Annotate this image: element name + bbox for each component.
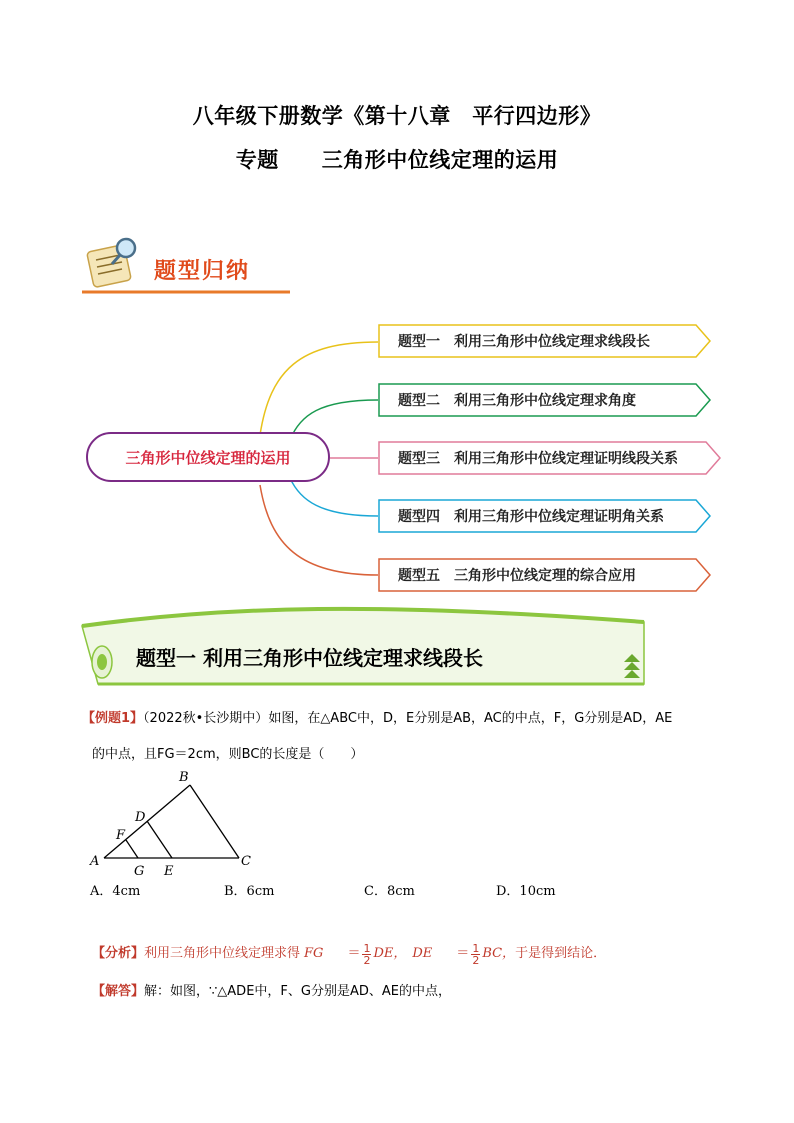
analysis-line xyxy=(92,936,606,972)
page-subtitle: 专题 三角形中位线定理的运用 xyxy=(235,148,559,172)
fraction-half-2: $\frac{1}{2}$ xyxy=(472,941,480,967)
option-a: A．4cm xyxy=(90,884,141,899)
example-text-1: 如图，在△ABC中，D，E分别是AB，AC的中点，F，G分别是AD，AE xyxy=(268,711,673,726)
mindmap-center: 三角形中位线定理的运用 xyxy=(86,432,330,482)
analysis-fg: FG xyxy=(304,946,324,961)
label-g: G xyxy=(134,864,145,879)
example-source: （2022秋•长沙期中） xyxy=(143,711,269,726)
analysis-eq-1: ＝ xyxy=(347,946,361,961)
mindmap-branch-5: 题型五 三角形中位线定理的综合应用 xyxy=(378,558,712,592)
triangle-figure xyxy=(86,765,266,880)
section-banner-label: 题型归纳 xyxy=(154,259,251,284)
type-header-banner xyxy=(78,604,650,692)
example-line-1 xyxy=(82,709,672,729)
label-b: B xyxy=(179,770,189,785)
label-f: F xyxy=(116,828,126,843)
option-c: C．8cm xyxy=(364,884,415,899)
analysis-de: DE， xyxy=(373,946,407,961)
analysis-tag: 【分析】 xyxy=(92,946,145,961)
label-e: E xyxy=(164,864,174,879)
analysis-tail: 于是得到结论． xyxy=(515,946,607,961)
analysis-eq-2: ＝ xyxy=(456,946,470,961)
answer-text: 解：如图，∵△ADE中，F、G分别是AD、AE的中点， xyxy=(144,984,451,999)
mindmap-branch-4: 题型四 利用三角形中位线定理证明角关系 xyxy=(378,499,712,533)
label-c: C xyxy=(241,854,251,869)
type-header-label: 题型一 利用三角形中位线定理求线段长 xyxy=(136,646,483,670)
option-d: D．10cm xyxy=(496,884,556,899)
fraction-half-1: $\frac{1}{2}$ xyxy=(363,941,371,967)
example-tag: 【例题1】 xyxy=(82,711,144,726)
example-text-2: 的中点，且FG＝2cm，则BC的长度是（ ） xyxy=(92,747,364,762)
mindmap-branch-2: 题型二 利用三角形中位线定理求角度 xyxy=(378,383,712,417)
mindmap-branch-3: 题型三 利用三角形中位线定理证明线段关系 xyxy=(378,441,722,475)
page-title: 八年级下册数学《第十八章 平行四边形》 xyxy=(192,104,602,128)
section-banner xyxy=(82,234,292,296)
analysis-de-2: DE xyxy=(412,946,433,961)
label-d: D xyxy=(135,810,146,825)
label-a: A xyxy=(90,854,100,869)
mindmap-branch-1: 题型一 利用三角形中位线定理求线段长 xyxy=(378,324,712,358)
answer-line xyxy=(92,982,451,1002)
analysis-text: 利用三角形中位线定理求得 xyxy=(144,946,301,961)
answer-tag: 【解答】 xyxy=(92,984,145,999)
analysis-bc: BC， xyxy=(482,946,516,961)
option-b: B．6cm xyxy=(224,884,275,899)
